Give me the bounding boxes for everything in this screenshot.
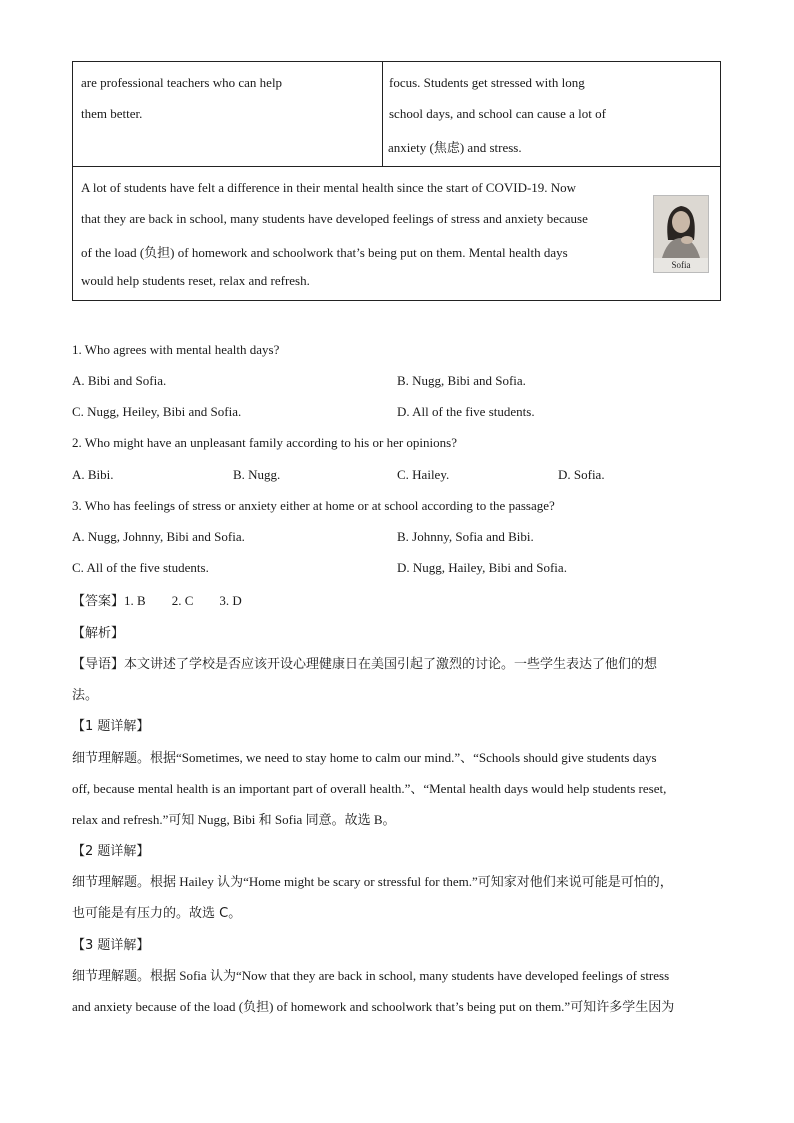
analysis-label: 【解析】 <box>72 626 125 641</box>
q3-detail-label: 【3 题详解】 <box>72 938 150 953</box>
cell-text-line: anxiety (焦虑) and stress. <box>388 140 522 155</box>
cell-text-line: that they are back in school, many students have developed feelings of stress and anxiety because <box>81 211 588 226</box>
guide-line-2: 法。 <box>72 688 99 703</box>
passage-table <box>72 61 721 301</box>
question-3-stem: 3. Who has feelings of stress or anxiety either at home or at school according to the passage? <box>72 498 555 513</box>
q2-detail-label: 【2 题详解】 <box>72 844 150 859</box>
q3-detail-line: 细节理解题。根据 Sofia 认为“Now that they are back in school, many students have developed feelings of stress <box>72 968 670 983</box>
cell-text-line: are professional teachers who can help <box>81 75 283 90</box>
cell-text-line: them better. <box>81 106 143 121</box>
table-cell-left <box>73 62 383 166</box>
cell-text-line: focus. Students get stressed with long <box>389 75 585 90</box>
q1-detail-label: 【1 题详解】 <box>72 719 150 734</box>
photo-caption: Sofia <box>671 260 691 270</box>
q1-option-d: D. All of the five students. <box>397 404 535 419</box>
q3-option-c: C. All of the five students. <box>72 560 209 575</box>
guide-line-1: 【导语】本文讲述了学校是否应该开设心理健康日在美国引起了激烈的讨论。一些学生表达了他们的想 <box>72 657 658 672</box>
table-row-1 <box>73 62 720 167</box>
q1-option-c: C. Nugg, Heiley, Bibi and Sofia. <box>72 404 242 419</box>
q2-detail-line: 也可能是有压力的。故选 C。 <box>72 906 242 921</box>
question-2-stem: 2. Who might have an unpleasant family according to his or her opinions? <box>72 435 457 450</box>
q2-option-c: C. Hailey. <box>397 467 450 482</box>
q1-detail-line: 细节理解题。根据“Sometimes, we need to stay home to calm our mind.”、“Schools should give students days <box>72 750 657 765</box>
q3-option-b: B. Johnny, Sofia and Bibi. <box>397 529 534 544</box>
portrait-icon <box>654 196 708 258</box>
question-1-stem: 1. Who agrees with mental health days? <box>72 342 280 357</box>
cell-text-line: school days, and school can cause a lot of <box>389 106 606 121</box>
cell-text-line: would help students reset, relax and refresh. <box>81 273 310 288</box>
answer-2: 2. C <box>171 593 194 608</box>
q2-option-d: D. Sofia. <box>558 467 605 482</box>
table-cell-right <box>383 62 720 166</box>
q2-option-b: B. Nugg. <box>233 467 281 482</box>
q3-detail-line: and anxiety because of the load (负担) of homework and schoolwork that’s being put on them.”可知许多学生因为 <box>72 999 675 1014</box>
answer-1: 1. B <box>124 593 146 608</box>
answer-line <box>72 590 242 609</box>
answer-3: 3. D <box>219 593 242 608</box>
cell-text-line: A lot of students have felt a difference in their mental health since the start of COVID-19. Now <box>81 180 577 195</box>
q3-option-a: A. Nugg, Johnny, Bibi and Sofia. <box>72 529 245 544</box>
sofia-photo <box>653 195 709 273</box>
q1-option-b: B. Nugg, Bibi and Sofia. <box>397 373 526 388</box>
q1-option-a: A. Bibi and Sofia. <box>72 373 167 388</box>
q1-detail-line: relax and refresh.”可知 Nugg, Bibi 和 Sofia 同意。故选 B。 <box>72 812 396 827</box>
q1-detail-line: off, because mental health is an important part of overall health.”、“Mental health days would help students reset, <box>72 781 667 796</box>
q3-option-d: D. Nugg, Hailey, Bibi and Sofia. <box>397 560 567 575</box>
q2-option-a: A. Bibi. <box>72 467 114 482</box>
table-row-2 <box>73 167 720 301</box>
answer-label: 【答案】 <box>72 594 125 609</box>
cell-text-line: of the load (负担) of homework and schoolwork that’s being put on them. Mental health days <box>81 245 568 260</box>
q2-detail-line: 细节理解题。根据 Hailey 认为“Home might be scary or stressful for them.”可知家对他们来说可能是可怕的， <box>72 874 673 889</box>
